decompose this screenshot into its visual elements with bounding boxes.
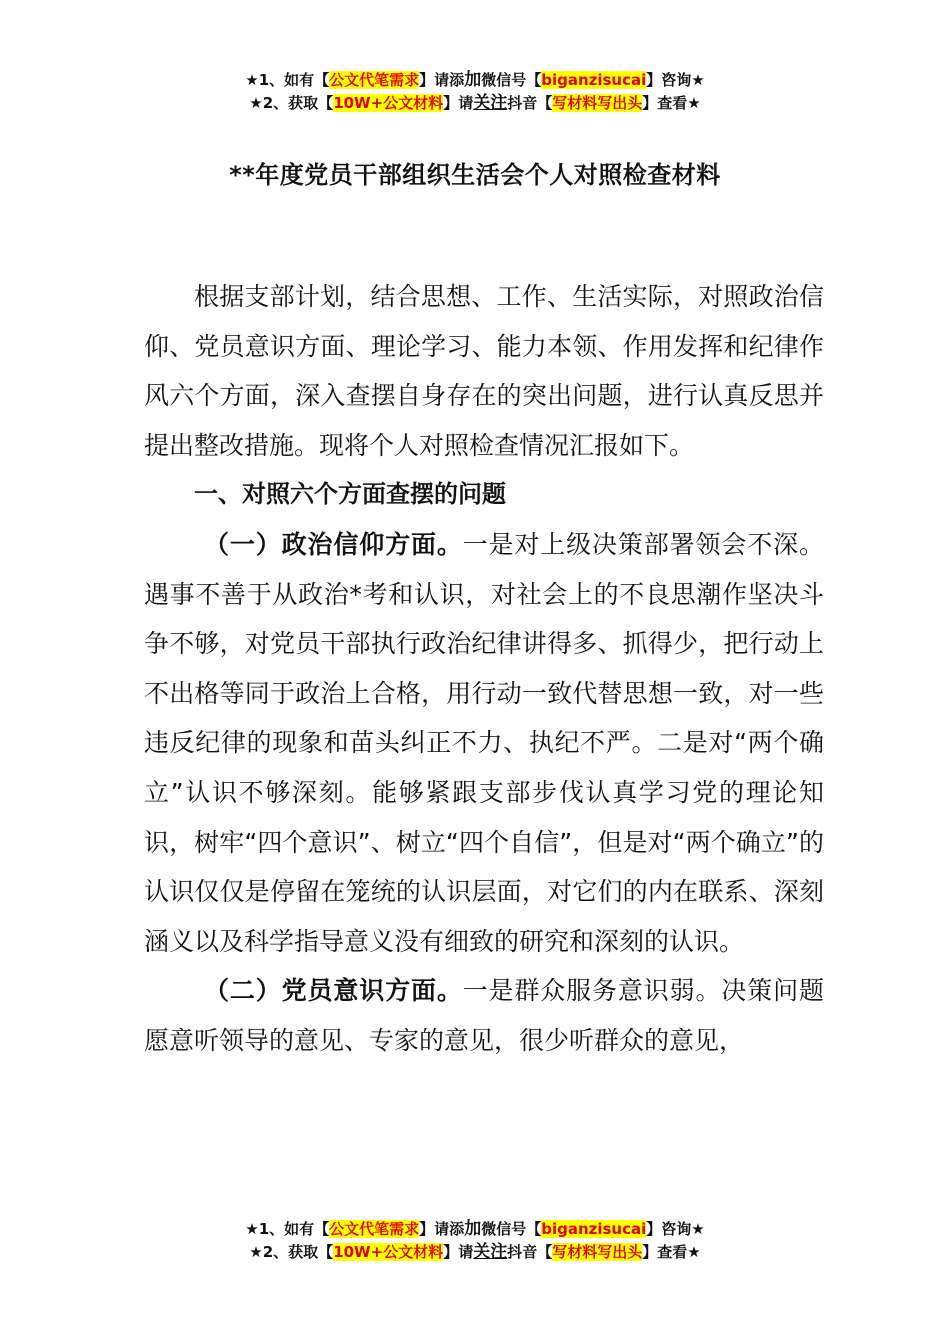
- bottom-banner: [0, 1218, 950, 1264]
- highlight-materials: 10W+公文材料: [333, 94, 444, 112]
- subsection-2-heading: （二）党员意识方面。: [204, 976, 463, 1006]
- subsection-2-text: 一是群众服务意识弱。决策问题愿意听领导的意见、专家的意见，很少听群众的意见，: [144, 976, 824, 1055]
- subsection-1-paragraph: [144, 520, 824, 966]
- banner-line-1: ★1、如有【公文代笔需求】请添加微信号【biganzisucai】咨询★: [245, 70, 705, 90]
- banner-line-2: ★2、获取【10W+公文材料】请关注抖音【写材料写出头】查看★: [249, 93, 701, 113]
- highlight-douyin: 写材料写出头: [552, 1243, 643, 1261]
- highlight-service: 公文代笔需求: [329, 1220, 420, 1238]
- highlight-materials: 10W+公文材料: [333, 1243, 444, 1261]
- document-title: **年度党员干部组织生活会个人对照检查材料: [229, 161, 721, 189]
- intro-paragraph: 根据支部计划，结合思想、工作、生活实际，对照政治信仰、党员意识方面、理论学习、能力本领、作用发挥和纪律作风六个方面，深入查摆自身存在的突出问题，进行认真反思并提出整改措施。现将个人对照检查情况汇报如下。: [144, 282, 824, 460]
- subsection-1-heading: （一）政治信仰方面。: [204, 529, 463, 559]
- subsection-1-text: 一是对上级决策部署领会不深。遇事不善于从政治*考和认识，对社会上的不良思潮作坚决斗争不够，对党员干部执行政治纪律讲得多、抓得少，把行动上不出格等同于政治上合格，用行动一致代替思想一致，对一些违反纪律的现象和苗头纠正不力、执纪不严。二是对“两个确立”认识不够深刻。能够紧跟支部步伐认真学习党的理论知识，树牢“四个意识”、树立“四个自信”，但是对“两个确立”的认识仅仅是停留在笼统的认识层面，对它们的内在联系、深刻涵义以及科学指导意义没有细致的研究和深刻的认识。: [144, 529, 824, 956]
- document-body: [144, 272, 824, 1066]
- top-banner: [0, 69, 950, 115]
- highlight-wechat-id: biganzisucai: [541, 71, 647, 89]
- banner-line-1: ★1、如有【公文代笔需求】请添加微信号【biganzisucai】咨询★: [245, 1219, 705, 1239]
- section-heading-1: 一、对照六个方面查摆的问题: [194, 480, 506, 509]
- highlight-wechat-id: biganzisucai: [541, 1220, 647, 1238]
- highlight-douyin: 写材料写出头: [552, 94, 643, 112]
- banner-line-2: ★2、获取【10W+公文材料】请关注抖音【写材料写出头】查看★: [249, 1242, 701, 1262]
- subsection-2-paragraph: [144, 966, 824, 1065]
- highlight-service: 公文代笔需求: [329, 71, 420, 89]
